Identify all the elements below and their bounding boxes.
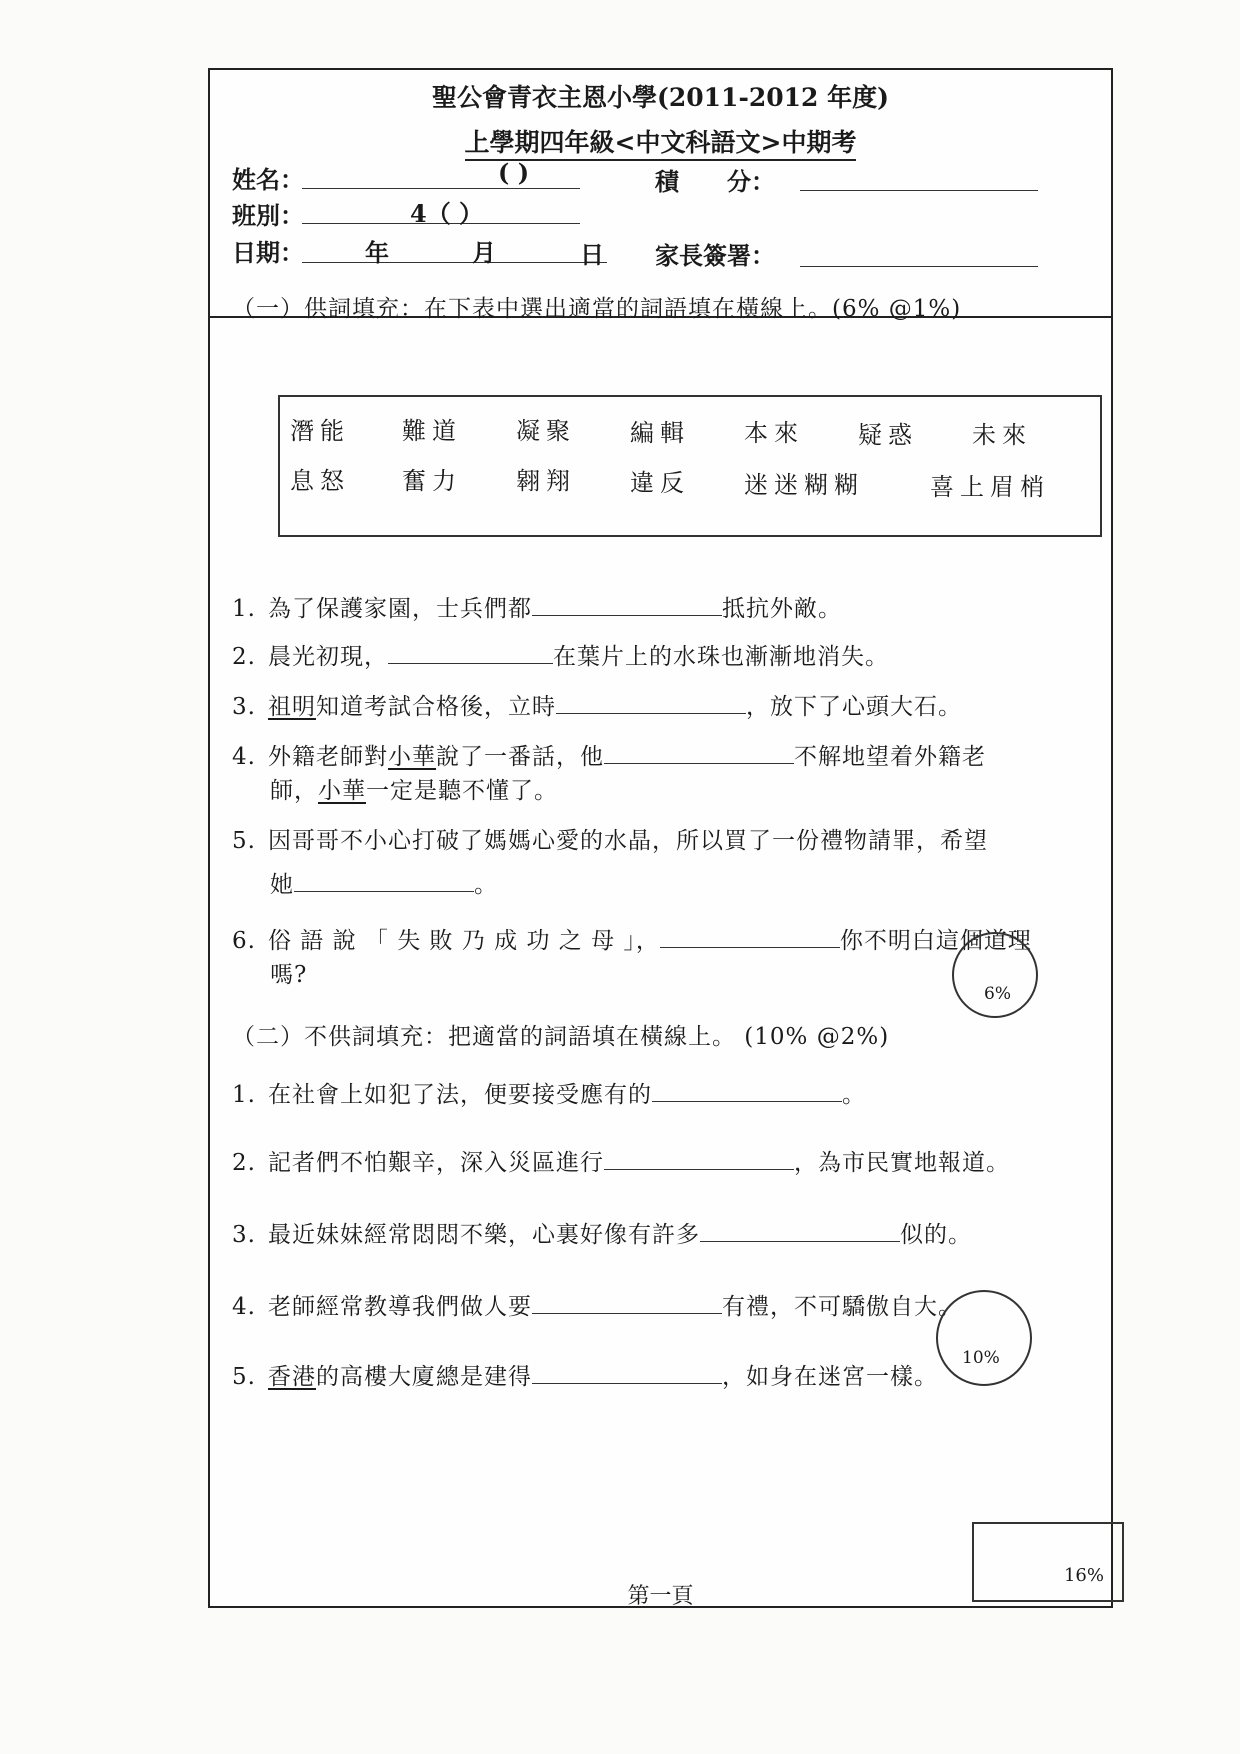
name-label: 姓名： — [232, 165, 304, 194]
s2-question-1: 1. 在社會上如犯了法，便要接受應有的 。 — [232, 1082, 866, 1108]
s1-question-1: 1. 為了保護家園，士兵們都 抵抗外敵。 — [232, 596, 842, 622]
word-bank-item: 編輯 — [630, 419, 690, 447]
s1-question-5-line2: 她 。 — [270, 872, 498, 898]
answer-blank[interactable] — [700, 1221, 900, 1242]
answer-blank[interactable] — [604, 1149, 794, 1170]
date-month: 月 — [472, 238, 496, 267]
section2-title: （二）不供詞填充：把適當的詞語填在橫線上。 (10% @2%) — [232, 1024, 890, 1050]
date-year: 年 — [365, 238, 389, 267]
word-bank-item: 迷迷糊糊 — [744, 471, 864, 499]
s1-question-4-line2: 師，小華一定是聽不懂了。 — [270, 778, 558, 804]
answer-blank[interactable] — [532, 1293, 722, 1314]
class-value: 4（ ） — [410, 199, 484, 228]
word-bank-item: 潛能 — [290, 417, 350, 445]
s1-question-5: 5. 因哥哥不小心打破了媽媽心愛的水晶，所以買了一份禮物請罪，希望 — [232, 828, 988, 854]
section2-score-circle: 10% — [936, 1290, 1032, 1386]
exam-title: 上學期四年級<中文科語文>中期考 — [210, 123, 1111, 159]
s2-question-5: 5. 香港的高樓大廈總是建得 ，如身在迷宮一樣。 — [232, 1364, 938, 1390]
s1-question-3: 3. 祖明知道考試合格後，立時 ，放下了心頭大石。 — [232, 694, 962, 720]
s1-question-4: 4. 外籍老師對小華說了一番話，他 不解地望着外籍老 — [232, 744, 986, 770]
s1-question-6-line2: 嗎? — [270, 962, 308, 988]
s2-question-3: 3. 最近妹妹經常悶悶不樂，心裏好像有許多 似的。 — [232, 1222, 972, 1248]
word-bank — [278, 395, 1102, 537]
parent-signature-field[interactable] — [800, 266, 1038, 267]
s1-question-6: 6. 俗 語 說 「 失 敗 乃 成 功 之 母 」， 你不明白這個道理 — [232, 928, 1032, 954]
date-field[interactable] — [302, 262, 607, 263]
class-label: 班別： — [232, 201, 304, 230]
parent-signature-label: 家長簽署： — [655, 241, 775, 270]
name-field[interactable] — [302, 188, 580, 189]
word-bank-item: 奮力 — [402, 467, 462, 495]
answer-blank[interactable] — [532, 1363, 722, 1384]
page-number: 第一頁 — [627, 1584, 694, 1609]
answer-blank[interactable] — [604, 743, 794, 764]
answer-blank[interactable] — [532, 595, 722, 616]
word-bank-item: 翱翔 — [516, 467, 576, 495]
answer-blank[interactable] — [652, 1081, 842, 1102]
answer-blank[interactable] — [556, 693, 746, 714]
word-bank-item: 息怒 — [290, 467, 350, 495]
school-title: 聖公會青衣主恩小學(2011-2012 年度) — [432, 83, 889, 112]
s2-question-4: 4. 老師經常教導我們做人要 有禮，不可驕傲自大。 — [232, 1294, 962, 1320]
section1-title: （一）供詞填充：在下表中選出適當的詞語填在橫線上。(6% @1%) — [232, 296, 962, 322]
word-bank-item: 難道 — [402, 417, 462, 445]
word-bank-item: 未來 — [972, 421, 1032, 449]
word-bank-item: 喜上眉梢 — [930, 473, 1050, 501]
s1-question-2: 2. 晨光初現， 在葉片上的水珠也漸漸地消失。 — [232, 644, 889, 670]
section1-score-circle: 6% — [952, 932, 1038, 1018]
exam-sheet — [208, 68, 1113, 1608]
word-bank-item: 疑惑 — [858, 421, 918, 449]
exam-header — [210, 70, 1111, 318]
score-field[interactable] — [800, 190, 1038, 191]
date-day: 日 — [580, 240, 604, 269]
score-label: 積 分： — [655, 167, 775, 196]
s2-question-2: 2. 記者們不怕艱辛，深入災區進行 ，為市民實地報道。 — [232, 1150, 1010, 1176]
word-bank-item: 違反 — [630, 469, 690, 497]
answer-blank[interactable] — [388, 643, 553, 664]
date-label: 日期： — [232, 238, 304, 267]
total-score-box: 16% — [972, 1522, 1124, 1602]
answer-blank[interactable] — [660, 927, 840, 948]
answer-blank[interactable] — [294, 871, 474, 892]
word-bank-item: 凝聚 — [516, 417, 576, 445]
word-bank-item: 本來 — [744, 419, 804, 447]
class-number-paren: ( ) — [498, 158, 530, 187]
